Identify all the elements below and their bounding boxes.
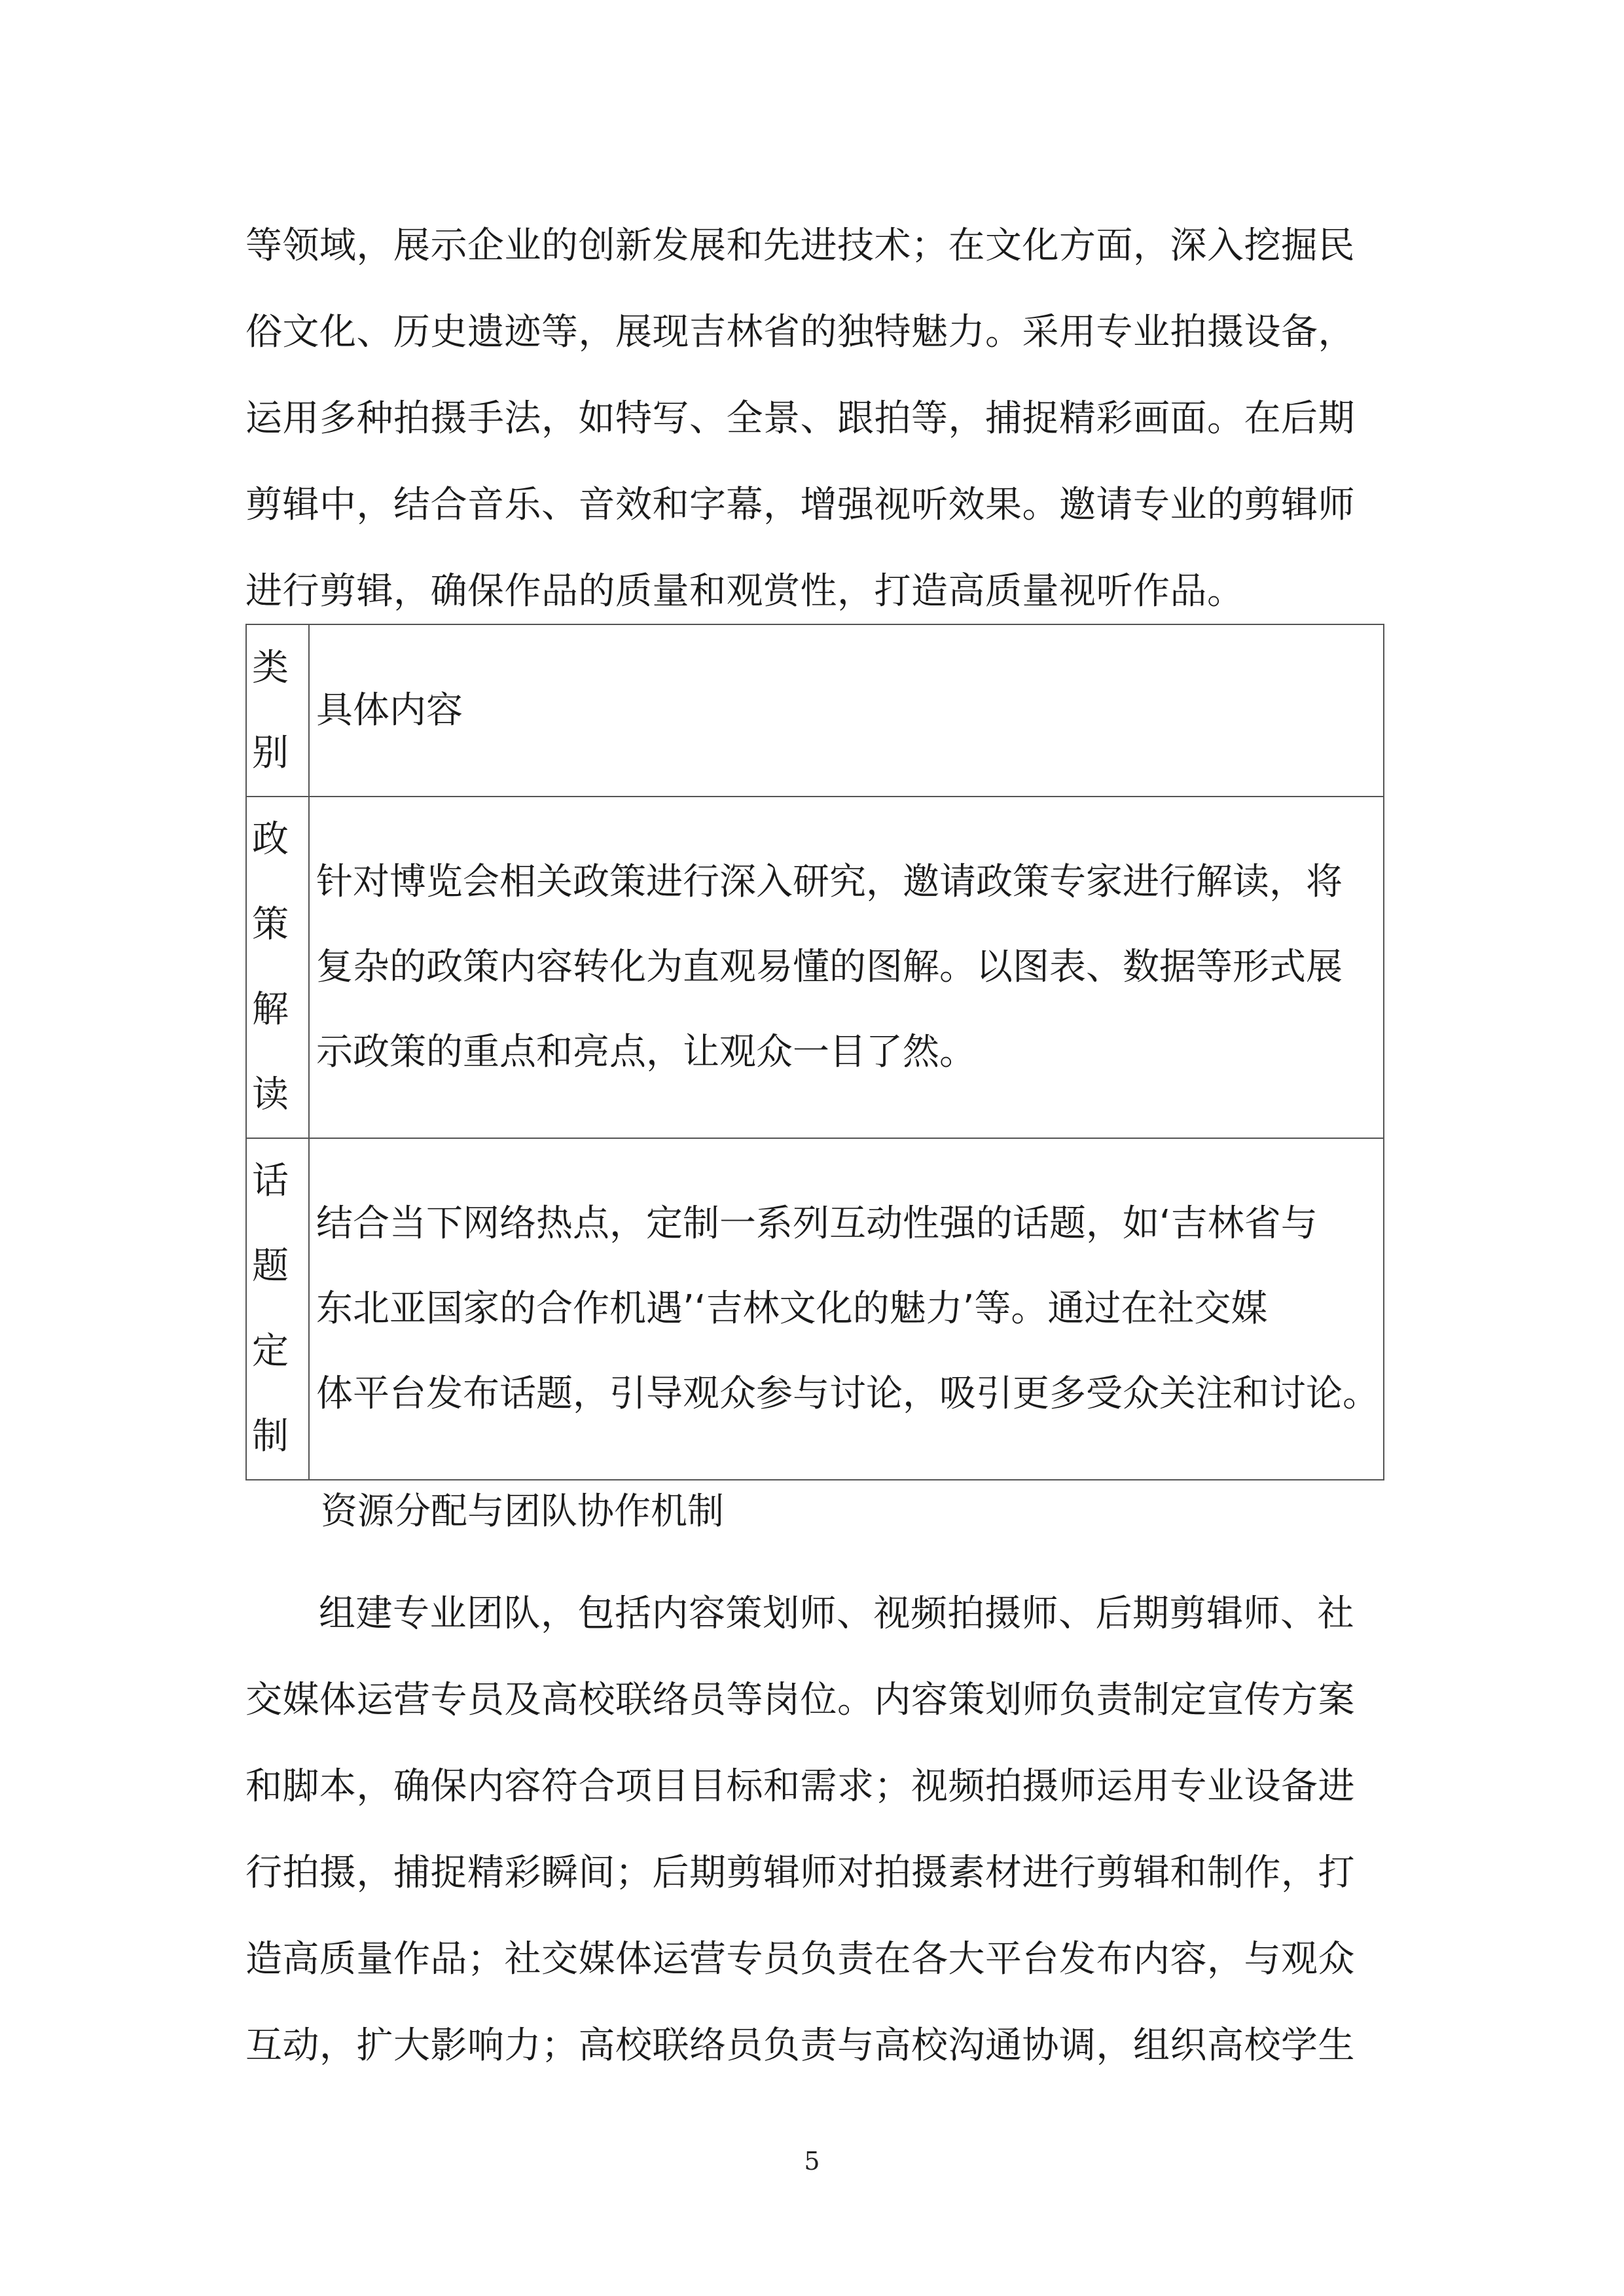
table-category-cell bbox=[246, 1138, 309, 1480]
table-content-line: 针对博览会相关政策进行深入研究，邀请政策专家进行解读，将 bbox=[316, 861, 1343, 903]
closing-line: 互动，扩大影响力；高校联络员负责与高校沟通协调，组织高校学生 bbox=[245, 2024, 1355, 2067]
section-heading: 资源分配与团队协作机制 bbox=[321, 1490, 724, 1533]
closing-line: 交媒体运营专员及高校联络员等岗位。内容策划师负责制定宣传方案 bbox=[245, 1679, 1355, 1721]
category-char: 制 bbox=[252, 1415, 289, 1458]
category-char: 读 bbox=[252, 1073, 289, 1116]
closing-line: 造高质量作品；社交媒体运营专员负责在各大平台发布内容，与观众 bbox=[245, 1938, 1355, 1981]
closing-paragraph bbox=[245, 1571, 1384, 2089]
table-content-line: 体平台发布话题，引导观众参与讨论，吸引更多受众关注和讨论。 bbox=[316, 1372, 1379, 1415]
table-row bbox=[246, 1138, 1384, 1480]
closing-line: 组建专业团队，包括内容策划师、视频拍摄师、后期剪辑师、社 bbox=[319, 1592, 1354, 1635]
table-category-cell bbox=[246, 797, 309, 1138]
content-table bbox=[245, 624, 1384, 1480]
category-char: 话 bbox=[252, 1160, 289, 1202]
intro-paragraph bbox=[245, 203, 1384, 635]
table-content-cell bbox=[309, 624, 1384, 797]
table-header-content: 具体内容 bbox=[316, 689, 463, 732]
category-char: 策 bbox=[252, 903, 289, 946]
category-char: 别 bbox=[252, 731, 289, 774]
intro-line: 进行剪辑，确保作品的质量和观赏性，打造高质量视听作品。 bbox=[245, 570, 1244, 613]
category-char: 政 bbox=[252, 818, 289, 861]
intro-line: 剪辑中，结合音乐、音效和字幕，增强视听效果。邀请专业的剪辑师 bbox=[245, 484, 1355, 526]
category-char: 题 bbox=[252, 1245, 289, 1287]
intro-line: 运用多种拍摄手法，如特写、全景、跟拍等，捕捉精彩画面。在后期 bbox=[245, 397, 1355, 440]
table-content-line: 示政策的重点和亮点，让观众一目了然。 bbox=[316, 1031, 976, 1073]
table-category-cell bbox=[246, 624, 309, 797]
intro-line: 俗文化、历史遗迹等，展现吉林省的独特魅力。采用专业拍摄设备， bbox=[245, 311, 1355, 353]
table-content-cell bbox=[309, 1138, 1384, 1480]
closing-line: 行拍摄，捕捉精彩瞬间；后期剪辑师对拍摄素材进行剪辑和制作，打 bbox=[245, 1852, 1355, 1894]
table-row bbox=[246, 797, 1384, 1138]
table-content-line: 复杂的政策内容转化为直观易懂的图解。以图表、数据等形式展 bbox=[316, 946, 1343, 988]
table-content-line: 东北亚国家的合作机遇’‘吉林文化的魅力’等。通过在社交媒 bbox=[316, 1287, 1268, 1330]
intro-line: 等领域，展示企业的创新发展和先进技术；在文化方面，深入挖掘民 bbox=[245, 224, 1355, 267]
table-content-line: 结合当下网络热点，定制一系列互动性强的话题，如‘吉林省与 bbox=[316, 1202, 1318, 1245]
table-content-cell bbox=[309, 797, 1384, 1138]
category-char: 定 bbox=[252, 1330, 289, 1372]
page-number: 5 bbox=[804, 2147, 820, 2176]
category-char: 类 bbox=[252, 646, 289, 689]
closing-line: 和脚本，确保内容符合项目目标和需求；视频拍摄师运用专业设备进 bbox=[245, 1765, 1355, 1808]
table-header-row bbox=[246, 624, 1384, 797]
category-char: 解 bbox=[252, 988, 289, 1031]
